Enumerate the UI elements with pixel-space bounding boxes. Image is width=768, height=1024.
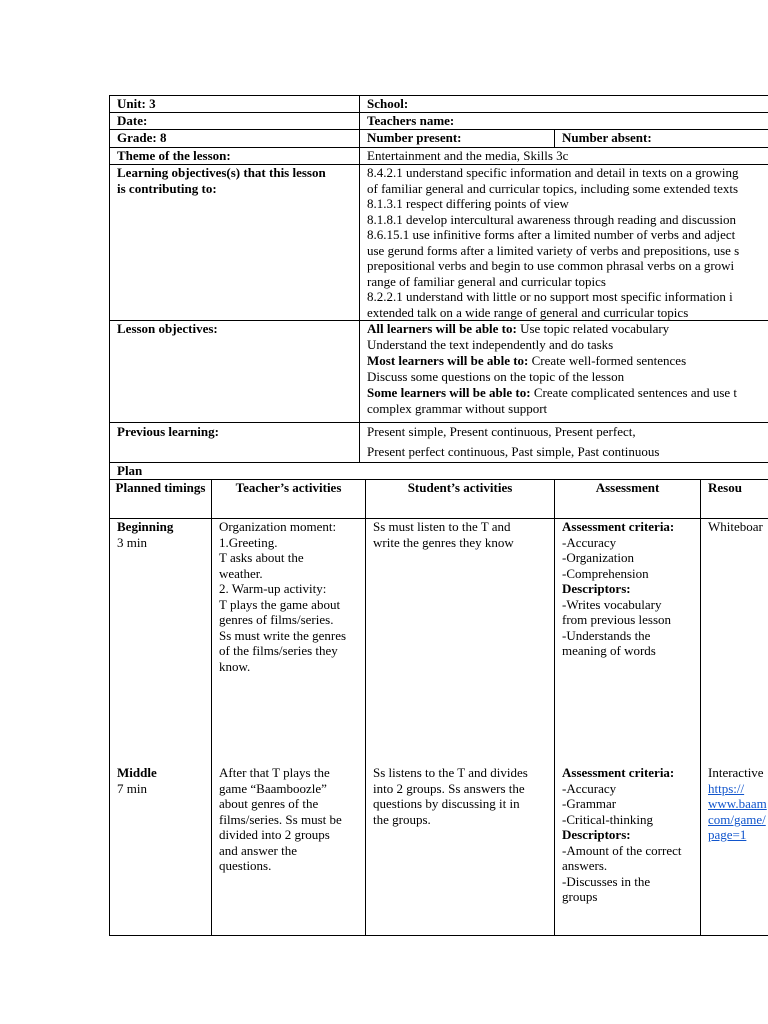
assessment-middle (562, 765, 700, 905)
most-learners-line-2: Discuss some questions on the topic of the lesson (367, 368, 625, 384)
teacher-middle-line: and answer the (219, 842, 297, 858)
teacher-beginning-line: of the films/series they (219, 643, 338, 658)
descriptor-item: meaning of words (562, 643, 656, 658)
teacher-beginning-line: Organization moment: (219, 519, 337, 534)
objective-line: prepositional verbs and begin to use common phrasal verbs on a growi (367, 258, 735, 273)
objective-line: of familiar general and curricular topics, including some extended texts (367, 180, 739, 196)
resource-link[interactable]: com/game/ (708, 811, 766, 827)
teacher-middle-line: game “Baamboozle” (219, 780, 327, 796)
objective-line: 8.6.15.1 use infinitive forms after a limited number of verbs and adject (367, 227, 736, 242)
header-student-activities: Student’s activities (366, 480, 555, 518)
previous-learning-label: Previous learning: (110, 423, 360, 462)
teachers-name-label: Teachers name: (360, 113, 768, 129)
time-beginning: 3 min (117, 534, 147, 550)
header-teacher-activities: Teacher’s activities (212, 480, 366, 518)
learning-objectives-label (110, 165, 360, 320)
lesson-plan-table (109, 95, 768, 936)
objective-line: use gerund forms after a limited variety of verbs and prepositions, use s (367, 242, 740, 258)
lesson-objectives-content (360, 321, 768, 422)
theme-value: Entertainment and the media, Skills 3c (360, 148, 768, 164)
row-learning-objectives (110, 165, 768, 321)
teacher-beginning-line: T plays the game about (219, 596, 341, 612)
most-learners-line (367, 353, 768, 369)
teacher-middle-line: divided into 2 groups (219, 827, 330, 842)
teacher-middle-line: questions. (219, 858, 272, 873)
resources-middle (708, 765, 768, 843)
student-beginning (373, 519, 554, 765)
timings-column (110, 519, 212, 935)
learning-objectives-label-line: Learning objectives(s) that this lesson (117, 165, 326, 180)
assessment-column (555, 519, 701, 935)
criteria-item: -Comprehension (562, 565, 649, 581)
time-middle: 7 min (117, 780, 147, 796)
some-learners-label: Some learners will be able to: (367, 385, 531, 400)
header-assessment: Assessment (555, 480, 701, 518)
all-learners-text: Use topic related vocabulary (516, 321, 670, 336)
resources-beginning (708, 519, 768, 765)
resource-whiteboard: Whiteboar (708, 519, 763, 534)
teacher-beginning-line: Ss must write the genres (219, 627, 347, 643)
row-theme (110, 148, 768, 165)
resource-link[interactable]: www.baam (708, 796, 767, 811)
criteria-item: -Critical-thinking (562, 811, 653, 827)
plan-label: Plan (110, 463, 768, 479)
objective-line: range of familiar general and curricular topics (367, 273, 606, 289)
teacher-activities-column (212, 519, 366, 935)
row-unit-school (110, 96, 768, 113)
criteria-item: -Accuracy (562, 780, 617, 796)
some-learners-line-2: complex grammar without support (367, 400, 548, 416)
student-middle-line: questions by discussing it in (373, 796, 520, 811)
descriptor-item: -Amount of the correct (562, 842, 682, 858)
student-middle-line: into 2 groups. Ss answers the (373, 780, 525, 796)
some-learners-text: Create complicated sentences and use t (530, 385, 738, 400)
criteria-item: -Accuracy (562, 534, 617, 550)
objective-line: 8.4.2.1 understand specific information and detail in texts on a growing (367, 165, 739, 180)
descriptors-label: Descriptors: (562, 581, 631, 596)
row-plan-label (110, 463, 768, 480)
grade-label: Grade: 8 (110, 130, 360, 147)
stage-middle: Middle (117, 765, 157, 780)
most-learners-text: Create well-formed sentences (528, 353, 687, 368)
criteria-item: -Grammar (562, 796, 617, 811)
teacher-middle-line: After that T plays the (219, 765, 330, 780)
previous-learning-line: Present perfect continuous, Past simple, Past continuous (367, 443, 660, 459)
plan-body-row (110, 519, 768, 936)
descriptor-item: -Writes vocabulary (562, 596, 662, 612)
student-beginning-line: write the genres they know (373, 534, 514, 550)
plan-header-row (110, 480, 768, 519)
all-learners-line (367, 321, 768, 337)
teacher-beginning-line: T asks about the (219, 550, 304, 565)
descriptors-label: Descriptors: (562, 827, 631, 842)
header-planned-timings: Planned timings (110, 480, 212, 518)
row-date-teachers (110, 113, 768, 130)
criteria-item: -Organization (562, 550, 634, 565)
objective-line: 8.1.3.1 respect differing points of view (367, 196, 569, 211)
learning-objectives-label-line: is contributing to: (117, 180, 217, 196)
objective-line: 8.1.8.1 develop intercultural awareness through reading and discussion (367, 211, 736, 227)
teacher-middle-line: films/series. Ss must be (219, 811, 342, 827)
date-label: Date: (110, 113, 360, 129)
teacher-beginning-line: 1.Greeting. (219, 534, 278, 550)
all-learners-line-2: Understand the text independently and do tasks (367, 336, 614, 352)
teacher-middle (219, 765, 365, 874)
teacher-beginning-line: weather. (219, 565, 263, 581)
assessment-beginning (562, 519, 700, 765)
header-resources: Resou (701, 480, 768, 518)
number-absent-label: Number absent: (555, 130, 768, 147)
teacher-middle-line: about genres of the (219, 796, 319, 811)
student-middle (373, 765, 554, 827)
descriptor-item: groups (562, 889, 598, 904)
teacher-beginning (219, 519, 365, 765)
unit-label: Unit: 3 (110, 96, 360, 112)
teacher-beginning-line: know. (219, 658, 251, 674)
learning-objectives-list (360, 165, 768, 320)
objective-line: 8.2.2.1 understand with little or no support most specific information i (367, 289, 733, 304)
all-learners-label: All learners will be able to: (367, 321, 517, 336)
lesson-objectives-label: Lesson objectives: (110, 321, 360, 422)
descriptor-item: -Understands the (562, 627, 651, 643)
number-present-label: Number present: (360, 130, 555, 147)
resource-link[interactable]: page=1 (708, 827, 747, 842)
criteria-label: Assessment criteria: (562, 765, 675, 780)
objective-line: extended talk on a wide range of general and curricular topics (367, 304, 689, 320)
previous-learning-line: Present simple, Present continuous, Present perfect, (367, 424, 636, 439)
most-learners-label: Most learners will be able to: (367, 353, 529, 368)
resource-interactive: Interactive (708, 765, 764, 780)
descriptor-item: -Discusses in the (562, 873, 651, 889)
teacher-beginning-line: 2. Warm-up activity: (219, 581, 327, 596)
student-beginning-line: Ss must listen to the T and (373, 519, 511, 534)
teacher-beginning-line: genres of films/series. (219, 612, 334, 627)
resources-column (701, 519, 768, 935)
student-middle-line: the groups. (373, 811, 431, 827)
row-grade-attendance (110, 130, 768, 148)
descriptor-item: from previous lesson (562, 612, 672, 627)
some-learners-line (367, 385, 768, 401)
school-label: School: (360, 96, 768, 112)
resource-link[interactable]: https:// (708, 780, 745, 796)
stage-beginning: Beginning (117, 519, 174, 534)
criteria-label: Assessment criteria: (562, 519, 675, 534)
student-activities-column (366, 519, 555, 935)
previous-learning-content (360, 423, 768, 462)
row-lesson-objectives (110, 321, 768, 423)
theme-label: Theme of the lesson: (110, 148, 360, 164)
descriptor-item: answers. (562, 858, 608, 873)
row-previous-learning (110, 423, 768, 463)
student-middle-line: Ss listens to the T and divides (373, 765, 528, 780)
